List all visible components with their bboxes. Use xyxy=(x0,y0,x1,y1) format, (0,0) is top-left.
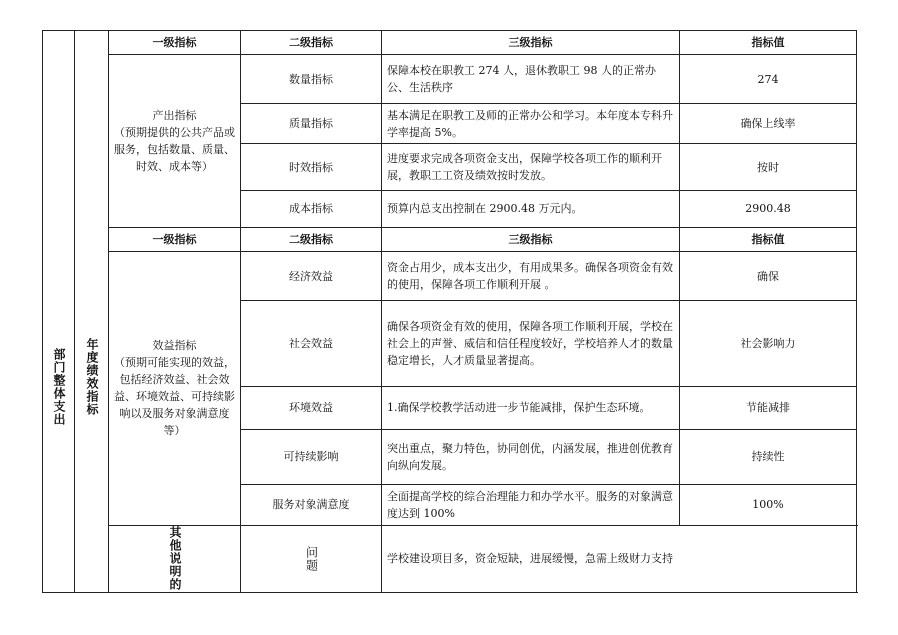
side-label-department-text: 部门整体支出 xyxy=(52,347,66,426)
l3-cell: 基本满足在职教工及师的正常办公和学习。本年度本专科升学率提高 5%。 xyxy=(382,104,680,144)
output-indicator-cell xyxy=(109,55,241,227)
output-desc: （预期提供的公共产品或服务，包括数量、质量、时效、成本等） xyxy=(114,126,235,174)
l3-cell: 进度要求完成各项资金支出，保障学校各项工作的顺利开展，教职工工资及绩效按时发放。 xyxy=(382,144,680,191)
performance-table xyxy=(42,30,857,593)
l3-cell: 突出重点，聚力特色，协同创优，内涵发展，推进创优教育向纵向发展。 xyxy=(382,429,680,484)
side-label-annual xyxy=(75,31,109,593)
l3-cell: 资金占用少，成本支出少，有用成果多。确保各项资金有效的使用，保障各项工作顺利开展 。 xyxy=(382,252,680,301)
value-cell: 社会影响力 xyxy=(680,301,857,387)
value-cell: 节能减排 xyxy=(680,386,857,429)
benefit-desc: （预期可能实现的效益，包括经济效益、社会效益、环境效益、可持续影响以及服务对象满意度等） xyxy=(114,356,235,438)
other-label-cell xyxy=(109,525,241,592)
value-cell: 确保 xyxy=(680,252,857,301)
header-row xyxy=(43,227,857,251)
l3-cell: 1.确保学校教学活动进一步节能减排，保护生态环境。 xyxy=(382,386,680,429)
other-text-cell: 学校建设项目多，资金短缺，进展缓慢，急需上级财力支持 xyxy=(382,525,857,592)
l2-cell: 经济效益 xyxy=(241,252,382,301)
output-title: 产出指标 xyxy=(152,109,197,123)
value-cell: 按时 xyxy=(680,144,857,191)
header-level1: 一级指标 xyxy=(109,31,241,55)
l2-cell: 质量指标 xyxy=(241,104,382,144)
value-cell: 100% xyxy=(680,484,857,525)
header-level3: 三级指标 xyxy=(382,31,680,55)
header-value: 指标值 xyxy=(680,31,857,55)
l3-cell: 保障本校在职教工 274 人，退休教职工 98 人的正常办公、生活秩序 xyxy=(382,55,680,104)
table-row xyxy=(43,55,857,104)
benefit-title: 效益指标 xyxy=(152,339,197,353)
header-level3: 三级指标 xyxy=(382,227,680,251)
header-level1: 一级指标 xyxy=(109,227,241,251)
l3-cell: 预算内总支出控制在 2900.48 万元内。 xyxy=(382,191,680,228)
value-cell: 确保上线率 xyxy=(680,104,857,144)
header-row xyxy=(43,31,857,55)
value-cell: 持续性 xyxy=(680,429,857,484)
l2-cell: 数量指标 xyxy=(241,55,382,104)
table-row xyxy=(43,252,857,301)
other-label-text: 其他说明的 xyxy=(168,526,182,592)
l2-cell: 社会效益 xyxy=(241,301,382,387)
value-cell: 2900.48 xyxy=(680,191,857,228)
side-label-department xyxy=(43,31,75,593)
header-value: 指标值 xyxy=(680,227,857,251)
header-level2: 二级指标 xyxy=(241,31,382,55)
benefit-indicator-cell xyxy=(109,252,241,525)
l2-cell: 环境效益 xyxy=(241,386,382,429)
other-problem-text: 问题 xyxy=(304,545,319,572)
other-row xyxy=(43,525,857,592)
side-label-annual-text: 年度绩效指标 xyxy=(85,337,99,416)
l2-cell: 成本指标 xyxy=(241,191,382,228)
l3-cell: 全面提高学校的综合治理能力和办学水平。服务的对象满意度达到 100% xyxy=(382,484,680,525)
value-cell: 274 xyxy=(680,55,857,104)
l2-cell: 服务对象满意度 xyxy=(241,484,382,525)
l2-cell: 时效指标 xyxy=(241,144,382,191)
header-level2: 二级指标 xyxy=(241,227,382,251)
l3-cell: 确保各项资金有效的使用，保障各项工作顺利开展，学校在社会上的声誉、威信和信任程度较好，学校培养人才的数量稳定增长，人才质量显著提高。 xyxy=(382,301,680,387)
l2-cell: 可持续影响 xyxy=(241,429,382,484)
other-problem-cell xyxy=(241,525,382,592)
